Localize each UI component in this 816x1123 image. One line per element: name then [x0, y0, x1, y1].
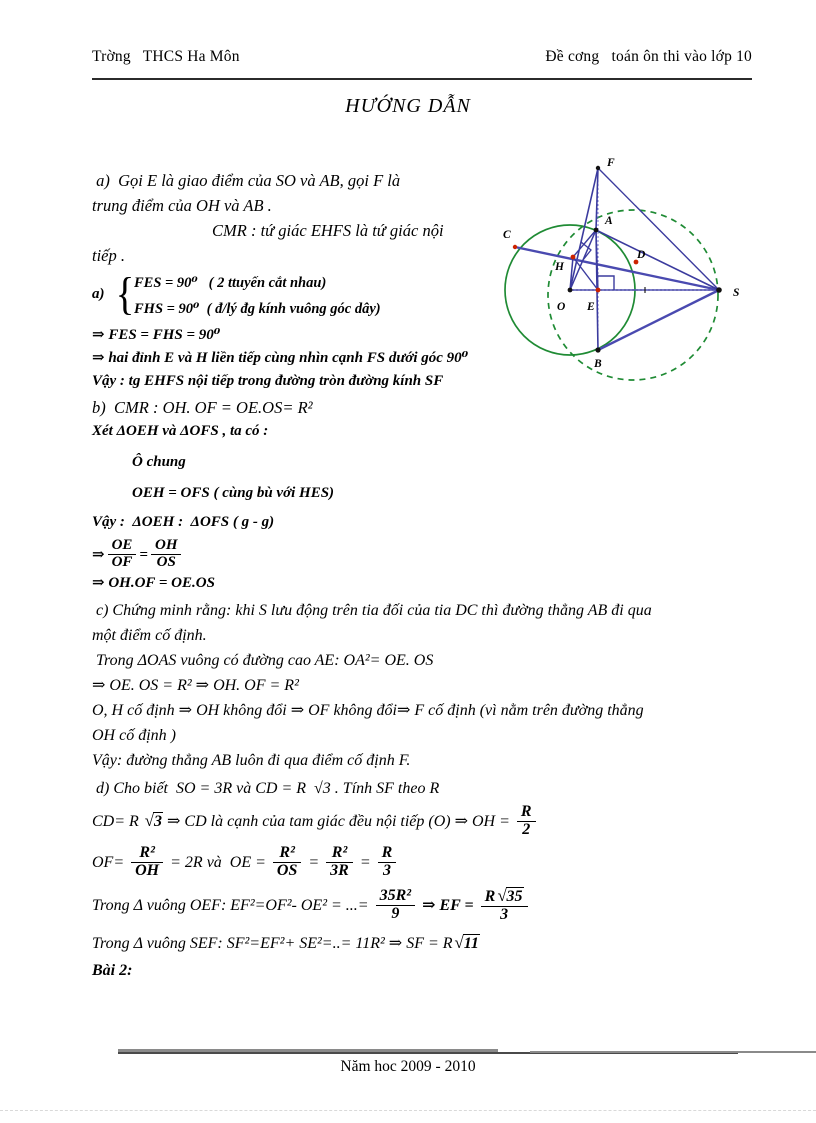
fraction-numerator: 35R²: [376, 888, 415, 906]
equation-d-CD: [92, 801, 760, 842]
text-line-b-3: OEH = OFS ( cùng bù với HES): [132, 485, 335, 501]
fraction-R2-OH: [131, 845, 163, 880]
equation-b-ratio: [92, 538, 760, 572]
diagram-label-C: C: [503, 229, 511, 241]
text-line-c-3: Trong ΔOAS vuông có đường cao AE: OA²= OE. OS: [92, 652, 434, 669]
sqrt-icon: √35: [497, 886, 523, 906]
diagram-label-F: F: [607, 157, 615, 169]
text-line-b-5: ⇒ OH.OF = OE.OS: [92, 575, 215, 591]
equation-OE-prefix: = 2R và OE =: [166, 854, 270, 871]
equation-d-CD-prefix: CD= R: [92, 813, 143, 830]
brace-condition-2: FHS = 90⁰ ( đ/lý đg kính vuông góc dây): [134, 301, 381, 317]
equals-sign-2: =: [355, 854, 375, 871]
equation-d-CD-suffix: ⇒ CD là cạnh của tam giác đều nội tiếp (O) ⇒ OH =: [163, 813, 514, 830]
text-line-a-concl-1: ⇒ FES = FHS = 90⁰: [92, 327, 221, 343]
text-line-a-intro-2: trung điểm của OH và AB .: [92, 196, 272, 215]
fraction-denominator: 9: [391, 904, 400, 922]
footer-school-year: Năm hoc 2009 - 2010: [340, 1058, 476, 1075]
text-line-a-intro-1: a) Gọi E là giao điểm của SO và AB, gọi F là: [92, 171, 401, 190]
fraction-R-2: [517, 804, 536, 839]
page-header: [92, 48, 752, 82]
text-line-bai2: Bài 2:: [92, 962, 133, 979]
document-body: [92, 168, 760, 982]
text-line-d-1: d) Cho biết SO = 3R và CD = R √3 . Tính SF theo R: [92, 780, 440, 797]
fraction-denominator: OS: [156, 554, 176, 571]
fraction-denominator: 3R: [330, 861, 349, 879]
text-line-a-concl-2: ⇒ hai đỉnh E và H liền tiếp cùng nhìn cạnh FS dưới góc 90⁰: [92, 350, 469, 366]
brace-group-a: [92, 270, 760, 324]
page-title: HƯỚNG DẪN: [345, 95, 471, 117]
fraction-Rsqrt35-3: [481, 887, 528, 924]
header-school-name: Trờng THCS Ha Môn: [92, 48, 240, 65]
diagram-label-S: S: [733, 287, 740, 299]
diagram-label-B: B: [594, 358, 602, 370]
equation-EF-result-prefix: ⇒ EF =: [418, 897, 478, 914]
sqrt-icon: √11: [454, 933, 479, 952]
page-bottom-edge: [0, 1110, 816, 1111]
text-line-b-2: Ô chung: [132, 454, 186, 470]
fraction-numerator: R: [378, 845, 397, 863]
fraction-numerator: R²: [273, 845, 301, 863]
equals-sign-1: =: [304, 854, 324, 871]
fraction-OH-OS: [151, 538, 182, 571]
fraction-numerator: OE: [108, 538, 137, 555]
numerator-R: R: [484, 888, 496, 906]
sqrt-value: 11: [463, 935, 479, 952]
equation-d-EF: [92, 884, 760, 928]
fraction-numerator: R: [517, 804, 536, 822]
diagram-label-E: E: [587, 301, 595, 313]
text-line-c-1: c) Chứng minh rằng: khi S lưu động trên tia đối của tia DC thì đường thẳng AB đi qua: [92, 602, 652, 619]
diagram-label-H: H: [555, 261, 564, 273]
fraction-OE-OF: [108, 538, 137, 571]
header-divider: [92, 78, 752, 80]
fraction-denominator: 2: [522, 820, 531, 838]
text-line-b-1: Xét ΔOEH và ΔOFS , ta có :: [92, 423, 269, 439]
fraction-denominator: OH: [135, 861, 160, 879]
fraction-R2-OS: [273, 845, 301, 880]
fraction-numerator: [481, 887, 528, 907]
fraction-R-3: [378, 845, 397, 880]
diagram-label-D: D: [637, 249, 646, 261]
text-line-c-4: ⇒ OE. OS = R² ⇒ OH. OF = R²: [92, 677, 299, 694]
equation-OF-prefix: OF=: [92, 854, 129, 871]
header-document-subject: Đề cơng toán ôn thi vào lớp 10: [545, 48, 752, 65]
diagram-label-A: A: [605, 215, 613, 227]
fraction-denominator: 3: [382, 861, 391, 879]
diagram-label-O: O: [557, 301, 566, 313]
text-line-a-intro-3: CMR : tứ giác EHFS là tứ giác nội: [212, 221, 444, 240]
brace-label-a: a): [92, 286, 105, 302]
equation-SF-prefix: Trong Δ vuông SEF: SF²=EF²+ SE²=..= 11R² ⇒ SF = R: [92, 935, 453, 952]
text-line-c-5: O, H cố định ⇒ OH không đổi ⇒ OF không đổi⇒ F cố định (vì nằm trên đường thẳng: [92, 702, 644, 719]
text-line-c-2: một điểm cố định.: [92, 627, 207, 644]
footer-divider-right: [530, 1051, 816, 1053]
fraction-35R2-9: [376, 888, 415, 923]
text-line-c-7: Vậy: đường thẳng AB luôn đi qua điểm cố định F.: [92, 752, 411, 769]
brace-icon: {: [115, 268, 135, 319]
fraction-R2-3R: [326, 845, 353, 880]
equals-sign-b: =: [139, 547, 148, 563]
text-line-a-concl-3: Vậy : tg EHFS nội tiếp trong đường tròn đường kính SF: [92, 373, 444, 389]
equation-d-SF: [92, 928, 760, 959]
fraction-denominator: OF: [111, 554, 133, 571]
sqrt-value: 3: [154, 813, 163, 830]
implies-arrow-b: ⇒: [92, 547, 105, 563]
sqrt-value: 35: [506, 888, 523, 906]
equation-EF-prefix: Trong Δ vuông OEF: EF²=OF²- OE² = ...=: [92, 897, 373, 914]
text-line-b-4: Vậy : ΔOEH : ΔOFS ( g - g): [92, 514, 275, 530]
fraction-numerator: OH: [151, 538, 182, 555]
fraction-numerator: R²: [131, 845, 163, 863]
brace-condition-1: FES = 90⁰ ( 2 ttuyến cắt nhau): [134, 275, 327, 291]
sqrt-icon: √3: [144, 811, 163, 830]
fraction-numerator: R²: [326, 845, 353, 863]
text-line-a-intro-4: tiếp .: [92, 246, 125, 265]
fraction-denominator: 3: [500, 905, 509, 923]
text-line-c-6: OH cố định ): [92, 727, 176, 744]
fraction-denominator: OS: [276, 861, 298, 879]
equation-d-OF-OE: [92, 842, 760, 884]
text-line-b-title: b) CMR : OH. OF = OE.OS= R²: [92, 398, 313, 417]
